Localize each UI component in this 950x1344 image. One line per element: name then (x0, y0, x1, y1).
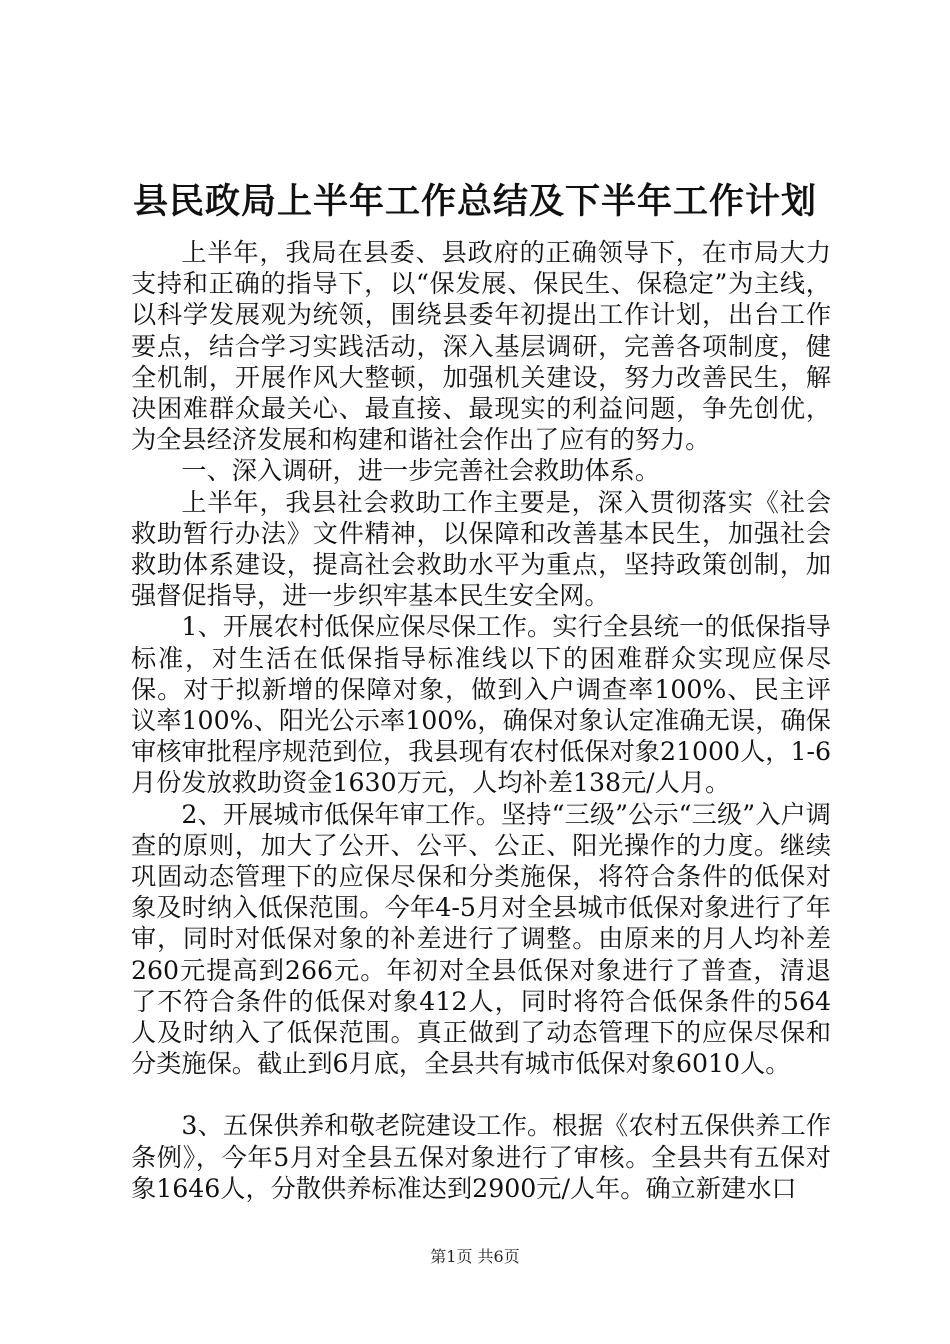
document-body (131, 237, 831, 1204)
page-number-footer: 第1页 共6页 (430, 1247, 520, 1266)
section-heading-1: 一、深入调研，进一步完善社会救助体系。 (181, 456, 660, 486)
paragraph-rural-dibao: 1、开展农村低保应保尽保工作。实行全县统一的低保指导标准，对生活在低保指导标准线以下的困难群众实现应保尽保。对于拟新增的保障对象，做到入户调查率100%、民主评议率100%、阳光公示率100%，确保对象认定准确无误，确保审核审批程序规范到位，我县现有农村低保对象21000人，1-6月份发放救助资金1630万元，人均补差138元/人月。 (131, 612, 831, 798)
document-title: 县民政局上半年工作总结及下半年工作计划 (132, 181, 817, 222)
paragraph-wubao: 3、五保供养和敬老院建设工作。根据《农村五保供养工作条例》，今年5月对全县五保对象进行了审核。全县共有五保对象1646人，分散供养标准达到2900元/人年。确立新建水口 (131, 1111, 831, 1203)
paragraph-intro: 上半年，我局在县委、县政府的正确领导下，在市局大力支持和正确的指导下，以“保发展、保民生、保稳定”为主线，以科学发展观为统领，围绕县委年初提出工作计划，出台工作要点，结合学习实践活动，深入基层调研，完善各项制度，健全机制，开展作风大整顿，加强机关建设，努力改善民生，解决困难群众最关心、最直接、最现实的利益问题，争先创优，为全县经济发展和构建和谐社会作出了应有的努力。 (131, 238, 831, 455)
paragraph-urban-dibao: 2、开展城市低保年审工作。坚持“三级”公示“三级”入户调查的原则，加大了公开、公平、公正、阳光操作的力度。继续巩固动态管理下的应保尽保和分类施保，将符合条件的低保对象及时纳入低保范围。今年4-5月对全县城市低保对象进行了年审，同时对低保对象的补差进行了调整。由原来的月人均补差260元提高到266元。年初对全县低保对象进行了普查，清退了不符合条件的低保对象412人，同时将符合低保条件的564人及时纳入了低保范围。真正做到了动态管理下的应保尽保和分类施保。截止到6月底，全县共有城市低保对象6010人。 (131, 799, 831, 1079)
paragraph-social-assistance: 上半年，我县社会救助工作主要是，深入贯彻落实《社会救助暂行办法》文件精神，以保障和改善基本民生，加强社会救助体系建设，提高社会救助水平为重点，坚持政策创制，加强督促指导，进一步织牢基本民生安全网。 (131, 487, 831, 611)
